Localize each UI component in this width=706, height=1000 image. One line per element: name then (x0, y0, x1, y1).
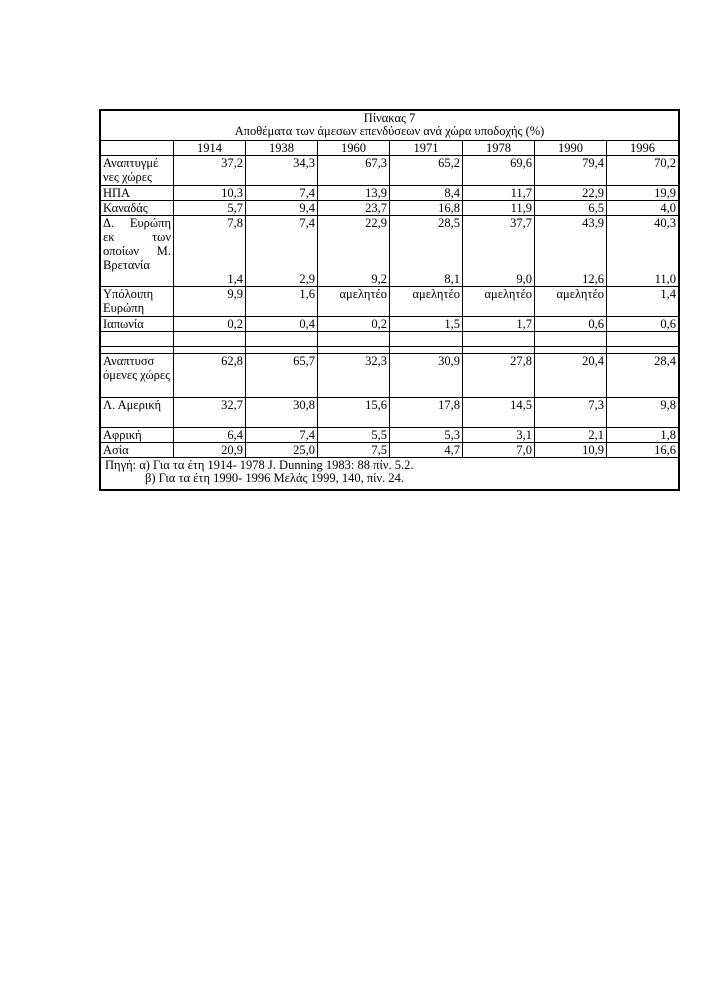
table-cell: 11,9 (463, 201, 535, 216)
table-row (101, 398, 679, 428)
table-cell: 1,5 (390, 317, 463, 332)
table-cell: 16,8 (390, 201, 463, 216)
value: 22,9 (365, 216, 387, 230)
row-label: Λ. Αμερική (101, 398, 174, 428)
table-cell: 9,4 (246, 201, 318, 216)
row-label: Δ. Ευρώπη εκ των οποίων Μ. Βρετανία (101, 216, 174, 287)
year-header: 1960 (318, 141, 390, 156)
empty-cell (535, 347, 607, 354)
source-line-1: Πηγή: α) Για τα έτη 1914- 1978 J. Dunning 1983: 88 πίν. 5.2. (105, 458, 414, 472)
table-cell: 19,9 (607, 186, 679, 201)
table-cell: 15,6 (318, 398, 390, 428)
table-cell: 27,8 (463, 354, 535, 398)
table-cell: αμελητέο (535, 287, 607, 317)
table-row (101, 443, 679, 458)
source-row (101, 458, 679, 490)
header-blank (101, 141, 174, 156)
empty-cell (101, 332, 174, 347)
table-title: Πίνακας 7 (363, 111, 416, 125)
table-cell: 5,5 (318, 428, 390, 443)
table-cell: 30,9 (390, 354, 463, 398)
table-cell: 6,4 (174, 428, 246, 443)
table-cell (318, 216, 390, 287)
empty-cell (318, 347, 390, 354)
source-cell (101, 458, 679, 490)
table-cell: 20,9 (174, 443, 246, 458)
empty-cell (174, 332, 246, 347)
table-cell: 4,0 (607, 201, 679, 216)
table-row (101, 186, 679, 201)
row-label: Υπόλοιπη Ευρώπη (101, 287, 174, 317)
table-cell: 0,6 (535, 317, 607, 332)
row-label: Καναδάς (101, 201, 174, 216)
table-cell: 37,2 (174, 156, 246, 186)
row-label: Ιαπωνία (101, 317, 174, 332)
table-cell: 70,2 (607, 156, 679, 186)
empty-cell (246, 332, 318, 347)
table-cell: 10,3 (174, 186, 246, 201)
table-cell: αμελητέο (463, 287, 535, 317)
table-cell: 7,3 (535, 398, 607, 428)
table-cell (535, 216, 607, 287)
table-cell: 7,0 (463, 443, 535, 458)
table-cell: 25,0 (246, 443, 318, 458)
value: 7,8 (227, 216, 243, 230)
sub-value: 9,2 (371, 272, 387, 286)
table-cell: 1,6 (246, 287, 318, 317)
empty-row (101, 332, 679, 347)
table-cell: 79,4 (535, 156, 607, 186)
table-cell: 17,8 (390, 398, 463, 428)
table-cell (607, 216, 679, 287)
data-table-sheet (99, 109, 680, 491)
year-header: 1990 (535, 141, 607, 156)
year-header: 1938 (246, 141, 318, 156)
table-cell: 23,7 (318, 201, 390, 216)
empty-cell (101, 347, 174, 354)
table-cell: 9,9 (174, 287, 246, 317)
sub-value: 1,4 (227, 272, 243, 286)
table-cell: 2,1 (535, 428, 607, 443)
table-cell: 65,2 (390, 156, 463, 186)
table-cell: 1,7 (463, 317, 535, 332)
table-cell: 16,6 (607, 443, 679, 458)
table-cell: 14,5 (463, 398, 535, 428)
row-label: Αναπτυγμέ νες χώρες (101, 156, 174, 186)
row-label: Αφρική (101, 428, 174, 443)
value: 40,3 (654, 216, 677, 230)
table-cell: 9,8 (607, 398, 679, 428)
row-label: ΗΠΑ (101, 186, 174, 201)
empty-row (101, 347, 679, 354)
table-row (101, 156, 679, 186)
year-header: 1996 (607, 141, 679, 156)
table-cell: 0,2 (174, 317, 246, 332)
empty-cell (390, 332, 463, 347)
table-cell: 10,9 (535, 443, 607, 458)
table-cell: 65,7 (246, 354, 318, 398)
empty-cell (535, 332, 607, 347)
empty-cell (174, 347, 246, 354)
table-cell: 1,4 (607, 287, 679, 317)
row-label: Ασία (101, 443, 174, 458)
table-cell: 32,3 (318, 354, 390, 398)
year-header: 1971 (390, 141, 463, 156)
table-subtitle: Αποθέματα των άμεσων επενδύσεων ανά χώρα υποδοχής (%) (234, 124, 545, 138)
table-cell: 28,4 (607, 354, 679, 398)
value: 7,4 (299, 216, 315, 230)
table-cell: 7,5 (318, 443, 390, 458)
table-cell (390, 216, 463, 287)
row-label: Αναπτυσσ όμενες χώρες (101, 354, 174, 398)
empty-cell (390, 347, 463, 354)
table-cell: 6,5 (535, 201, 607, 216)
table-row (101, 201, 679, 216)
table-cell: 1,8 (607, 428, 679, 443)
table-cell: 0,6 (607, 317, 679, 332)
table-cell: 3,1 (463, 428, 535, 443)
year-header: 1914 (174, 141, 246, 156)
table-cell: 67,3 (318, 156, 390, 186)
table-cell: 22,9 (535, 186, 607, 201)
sub-value: 9,0 (516, 272, 532, 286)
table-cell: 7,4 (246, 186, 318, 201)
table-row (101, 317, 679, 332)
source-line-2: β) Για τα έτη 1990- 1996 Μελάς 1999, 140, πίν. 24. (145, 471, 405, 485)
table-cell: 32,7 (174, 398, 246, 428)
sub-value: 12,6 (582, 272, 604, 286)
empty-cell (607, 347, 679, 354)
table-cell: 8,4 (390, 186, 463, 201)
table-cell: 11,7 (463, 186, 535, 201)
value: 43,9 (582, 216, 604, 230)
empty-cell (607, 332, 679, 347)
sub-value: 11,0 (654, 272, 677, 286)
table-row (101, 216, 679, 287)
table-cell: 34,3 (246, 156, 318, 186)
table-cell: 0,2 (318, 317, 390, 332)
table-cell (463, 216, 535, 287)
table-cell: 30,8 (246, 398, 318, 428)
value: 28,5 (438, 216, 460, 230)
table-row (101, 287, 679, 317)
table-title-cell (101, 111, 679, 141)
empty-cell (463, 347, 535, 354)
sub-value: 8,1 (444, 272, 460, 286)
empty-cell (246, 347, 318, 354)
empty-cell (463, 332, 535, 347)
table-cell: αμελητέο (390, 287, 463, 317)
year-header: 1978 (463, 141, 535, 156)
sub-value: 2,9 (299, 272, 315, 286)
table-cell: 0,4 (246, 317, 318, 332)
table-cell: 62,8 (174, 354, 246, 398)
table-row (101, 354, 679, 398)
table-cell: 20,4 (535, 354, 607, 398)
investment-table (100, 110, 679, 490)
empty-cell (318, 332, 390, 347)
table-cell: 4,7 (390, 443, 463, 458)
table-row (101, 428, 679, 443)
table-cell: 7,4 (246, 428, 318, 443)
table-cell: 5,3 (390, 428, 463, 443)
table-cell (174, 216, 246, 287)
table-cell: 69,6 (463, 156, 535, 186)
table-cell: 5,7 (174, 201, 246, 216)
table-cell: αμελητέο (318, 287, 390, 317)
value: 37,7 (510, 216, 532, 230)
year-header-row (101, 141, 679, 156)
table-cell (246, 216, 318, 287)
table-cell: 13,9 (318, 186, 390, 201)
